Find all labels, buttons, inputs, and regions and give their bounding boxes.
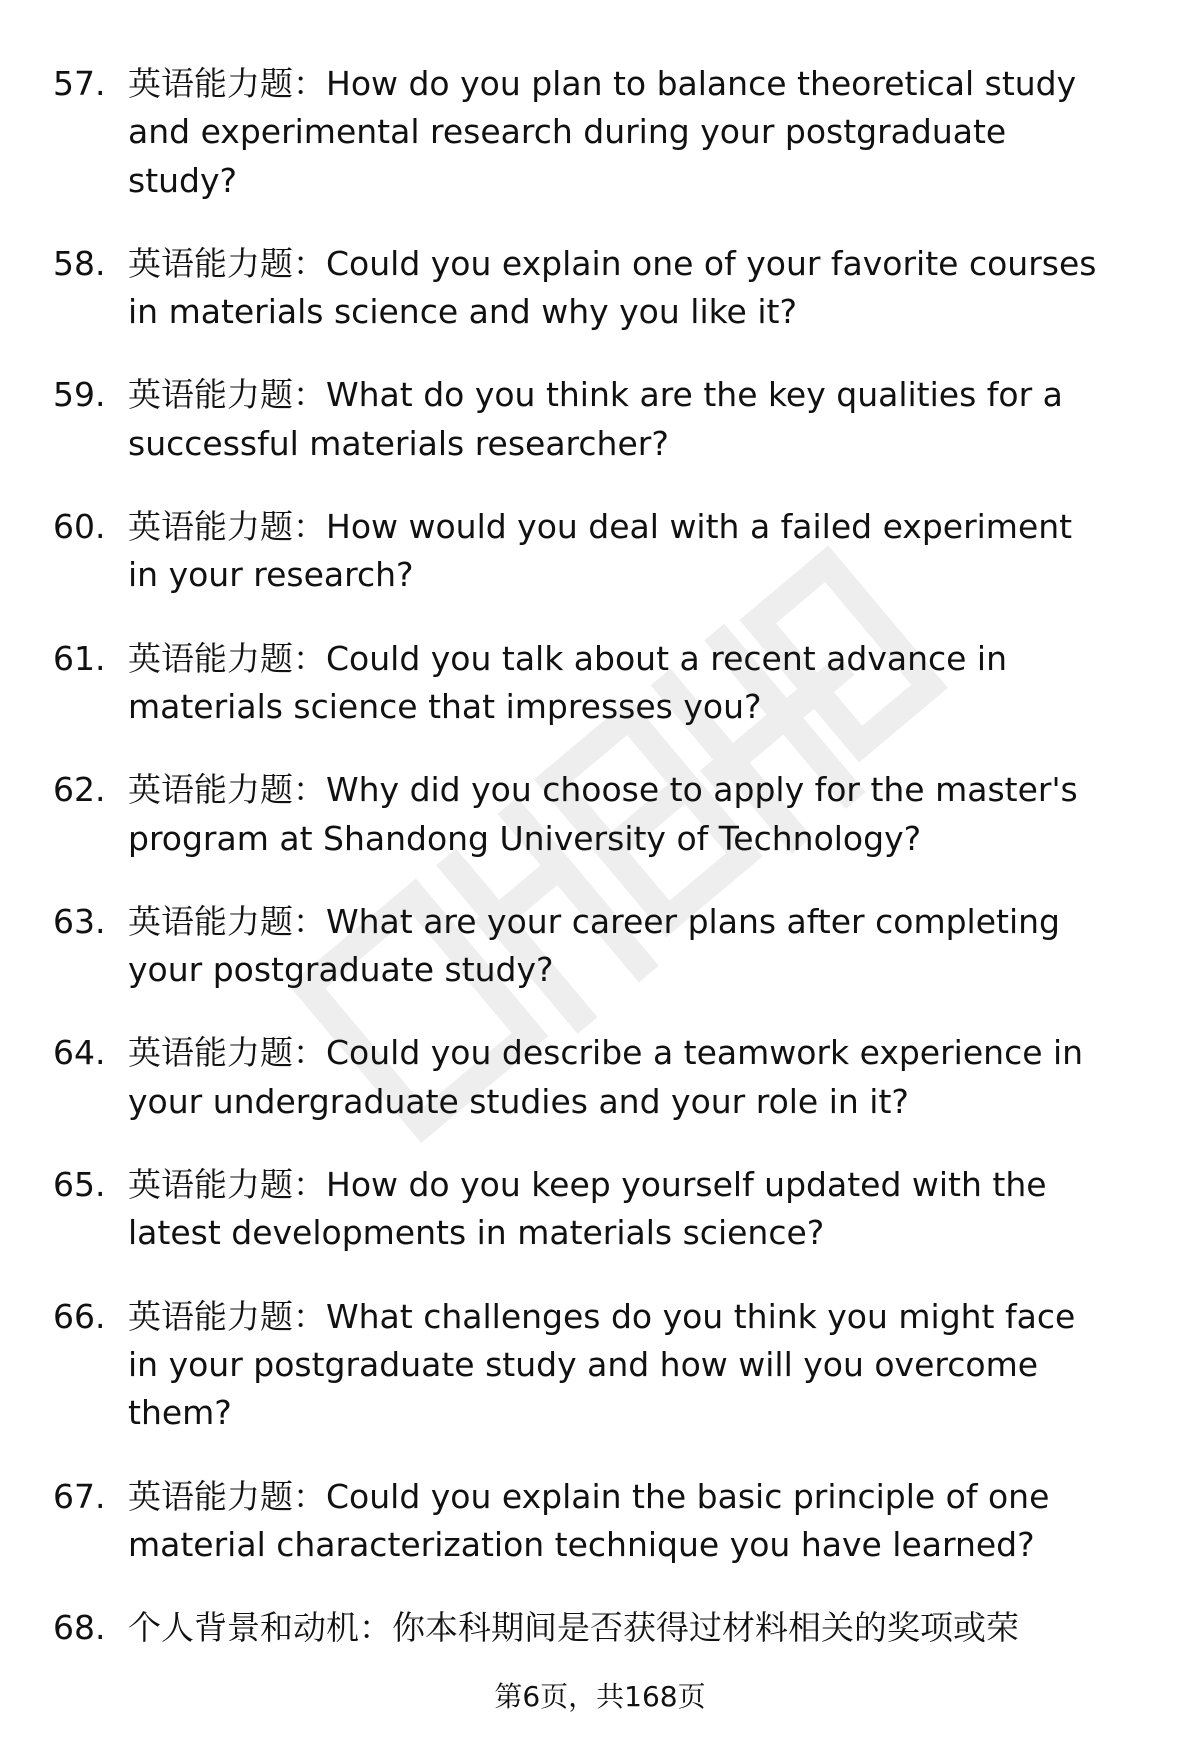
question-number: 62. [53,770,106,810]
question-text: material characterization technique you have learned? [128,1524,1035,1564]
question-item [0,898,1200,995]
question-item [0,1293,1200,1438]
question-text: How would you deal with a failed experiment [326,507,1073,547]
question-text: What do you think are the key qualities for a [326,375,1063,415]
question-text: latest developments in materials science? [128,1213,825,1253]
question-text: Could you explain the basic principle of one [326,1476,1050,1516]
question-line [0,815,1200,863]
question-text: materials science that impresses you? [128,686,762,726]
question-line [0,108,1200,156]
question-text: Could you talk about a recent advance in [326,638,1008,678]
question-category: 英语能力题： [128,1476,326,1516]
question-line [0,1389,1200,1437]
question-number: 68. [53,1608,106,1648]
question-text: What are your career plans after completing [326,901,1060,941]
question-number: 57. [53,64,106,103]
question-item [0,766,1200,863]
question-line [0,240,1200,288]
question-number: 66. [53,1296,106,1336]
question-line [0,766,1200,814]
question-category: 英语能力题： [128,1165,326,1205]
question-line [0,288,1200,336]
question-text: program at Shandong University of Technology? [128,818,922,858]
question-number: 60. [53,507,106,547]
question-line [0,635,1200,683]
question-line [0,503,1200,551]
question-category: 英语能力题： [128,1033,326,1073]
question-number: 59. [53,375,106,415]
question-text: your undergraduate studies and your role in it? [128,1081,909,1121]
question-line [0,1473,1200,1521]
question-number: 63. [53,901,106,941]
question-text: Why did you choose to apply for the master's [326,770,1078,810]
question-category: 英语能力题： [128,507,326,547]
question-text: in materials science and why you like it? [128,292,797,332]
question-item [0,240,1200,337]
question-item [0,635,1200,732]
question-line [0,1078,1200,1126]
question-line [0,1341,1200,1389]
question-text: in your research? [128,555,414,595]
question-item [0,1604,1200,1652]
question-number: 64. [53,1033,106,1073]
question-item [0,60,1200,205]
question-category: 英语能力题： [128,375,326,415]
question-number: 58. [53,243,106,283]
page-footer: 第6页，共168页 [494,1680,706,1713]
question-text: them? [128,1393,232,1433]
question-text: How do you plan to balance theoretical study [326,64,1077,103]
question-line [0,1604,1200,1652]
question-text: Could you describe a teamwork experience in [326,1033,1084,1073]
question-line [0,1161,1200,1209]
question-category: 个人背景和动机： [128,1608,392,1648]
question-text: study? [128,160,238,200]
question-line [0,898,1200,946]
question-text: your postgraduate study? [128,950,554,990]
question-line [0,1293,1200,1341]
question-text: in your postgraduate study and how will you overcome [128,1344,1039,1384]
question-line [0,551,1200,599]
question-number: 65. [53,1165,106,1205]
question-text: 你本科期间是否获得过材料相关的奖项或荣 [392,1608,1019,1648]
question-line [0,946,1200,994]
question-line [0,1029,1200,1077]
question-category: 英语能力题： [128,64,326,103]
question-line [0,1209,1200,1257]
question-text: and experimental research during your postgraduate [128,112,1007,152]
question-category: 英语能力题： [128,243,326,283]
question-item [0,1161,1200,1258]
question-category: 英语能力题： [128,901,326,941]
question-line [0,683,1200,731]
question-item [0,371,1200,468]
question-item [0,1029,1200,1126]
question-line [0,60,1200,108]
question-number: 67. [53,1476,106,1516]
question-item [0,503,1200,600]
question-line [0,420,1200,468]
question-line [0,371,1200,419]
question-text: What challenges do you think you might face [326,1296,1076,1336]
question-category: 英语能力题： [128,638,326,678]
question-line [0,1521,1200,1569]
question-text: Could you explain one of your favorite courses [326,243,1097,283]
question-number: 61. [53,638,106,678]
question-list [0,60,1200,1687]
question-text: How do you keep yourself updated with the [326,1165,1047,1205]
question-line [0,157,1200,205]
question-category: 英语能力题： [128,770,326,810]
question-category: 英语能力题： [128,1296,326,1336]
question-text: successful materials researcher? [128,423,669,463]
question-item [0,1473,1200,1570]
